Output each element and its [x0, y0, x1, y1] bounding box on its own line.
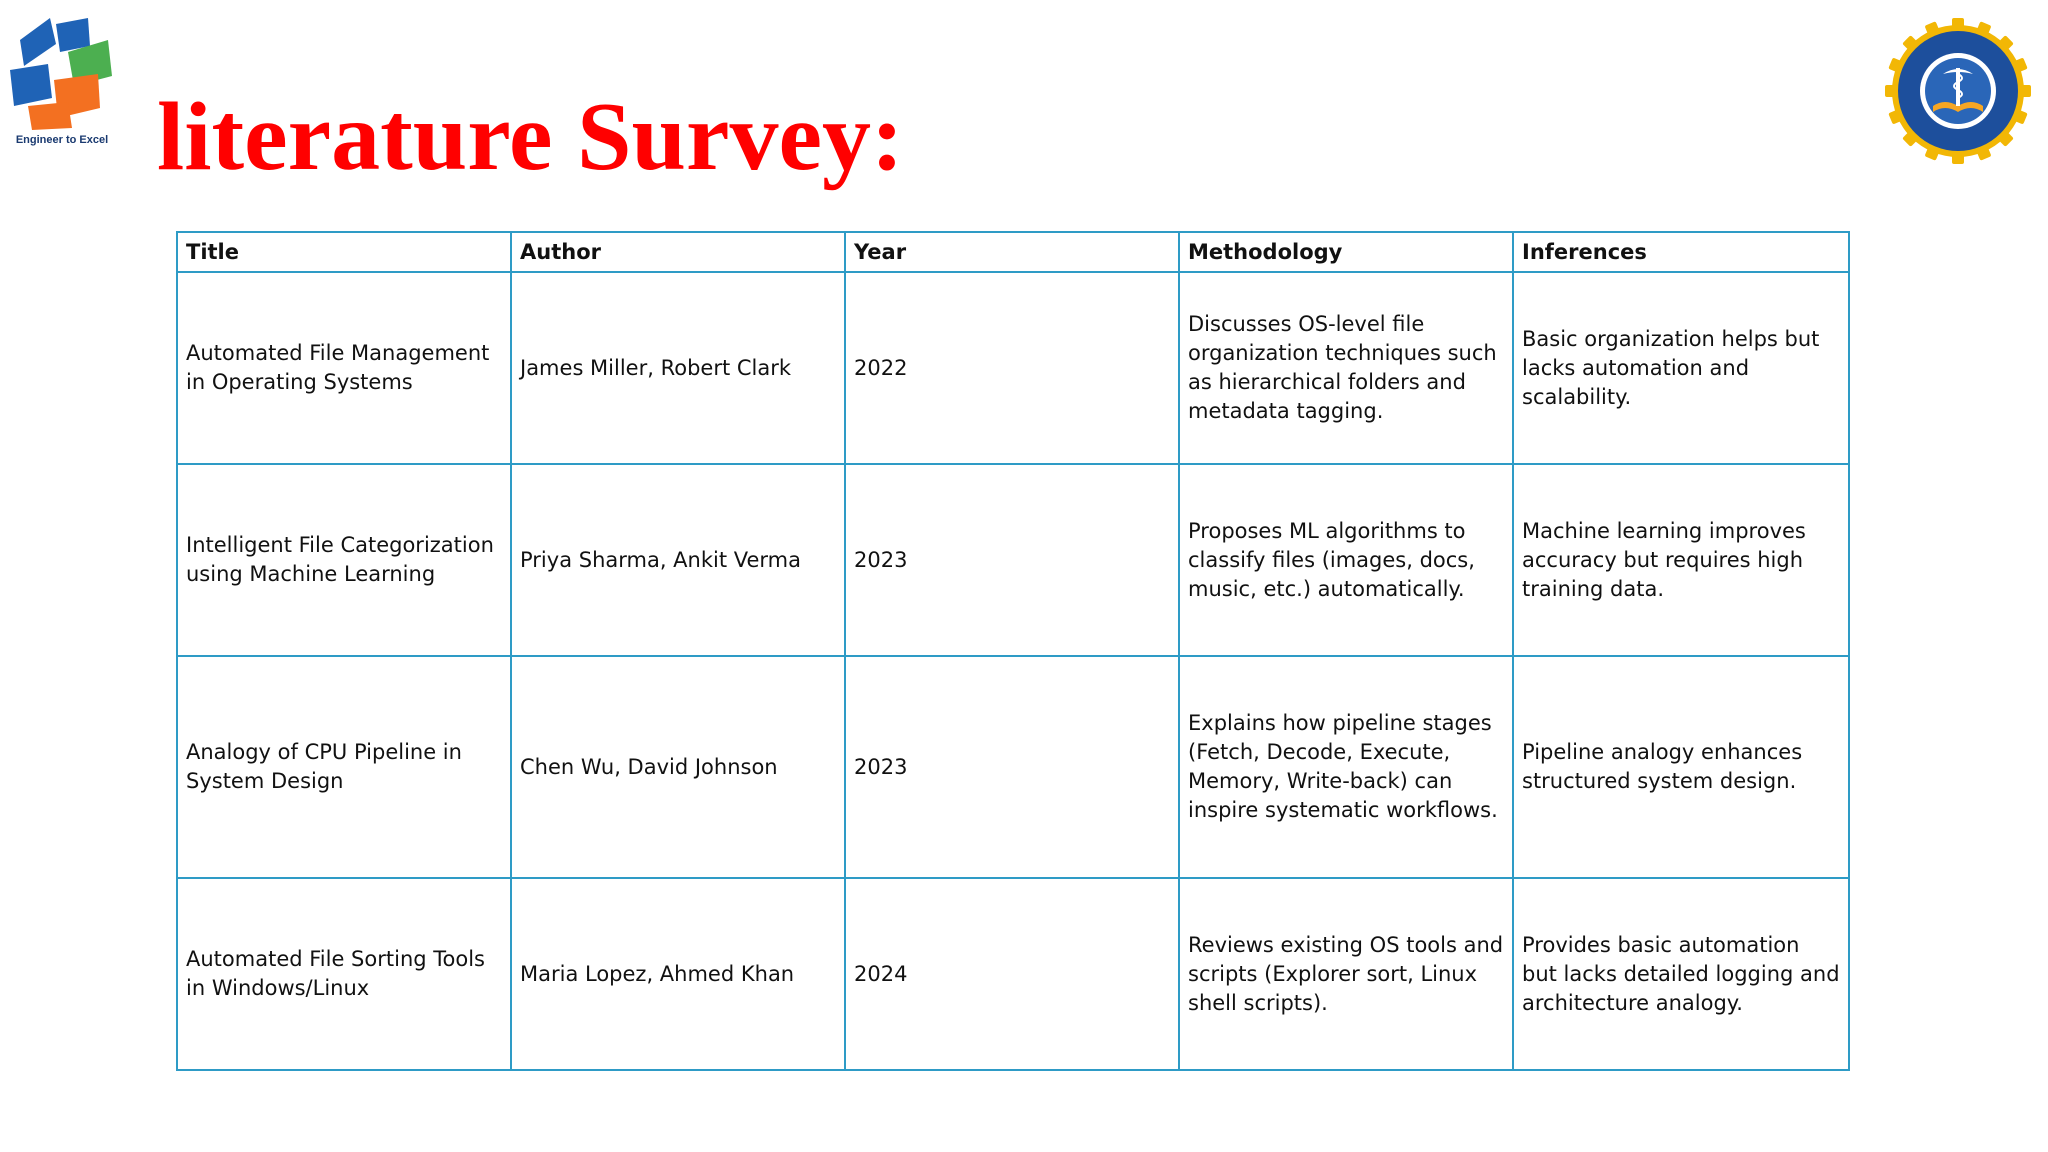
table-row [177, 656, 1849, 878]
cell-author: Priya Sharma, Ankit Verma [511, 464, 845, 656]
header-year: Year [845, 232, 1179, 272]
cell-year: 2022 [845, 272, 1179, 464]
cell-inferences: Machine learning improves accuracy but requires high training data. [1513, 464, 1849, 656]
cell-title: Analogy of CPU Pipeline in System Design [177, 656, 511, 878]
sse-logo-mark [8, 14, 116, 132]
cell-author: James Miller, Robert Clark [511, 272, 845, 464]
sse-logo [8, 14, 116, 154]
institute-seal-mark [1883, 16, 2033, 166]
header-inferences: Inferences [1513, 232, 1849, 272]
cell-methodology: Explains how pipeline stages (Fetch, Decode, Execute, Memory, Write-back) can inspire systematic workflows. [1179, 656, 1513, 878]
table-header-row [177, 232, 1849, 272]
table-row [177, 272, 1849, 464]
cell-methodology: Reviews existing OS tools and scripts (Explorer sort, Linux shell scripts). [1179, 878, 1513, 1070]
cell-inferences: Basic organization helps but lacks automation and scalability. [1513, 272, 1849, 464]
header-methodology: Methodology [1179, 232, 1513, 272]
table-row [177, 878, 1849, 1070]
slide-title: literature Survey: [157, 83, 904, 191]
header-title: Title [177, 232, 511, 272]
cell-author: Chen Wu, David Johnson [511, 656, 845, 878]
header-author: Author [511, 232, 845, 272]
cell-author: Maria Lopez, Ahmed Khan [511, 878, 845, 1070]
cell-inferences: Pipeline analogy enhances structured system design. [1513, 656, 1849, 878]
cell-title: Intelligent File Categorization using Machine Learning [177, 464, 511, 656]
cell-year: 2023 [845, 464, 1179, 656]
cell-year: 2024 [845, 878, 1179, 1070]
institute-seal [1883, 16, 2033, 166]
cell-methodology: Discusses OS-level file organization techniques such as hierarchical folders and metadata tagging. [1179, 272, 1513, 464]
literature-survey-table [176, 231, 1850, 1071]
cell-title: Automated File Management in Operating Systems [177, 272, 511, 464]
cell-inferences: Provides basic automation but lacks detailed logging and architecture analogy. [1513, 878, 1849, 1070]
cell-year: 2023 [845, 656, 1179, 878]
table-row [177, 464, 1849, 656]
logo-tagline: Engineer to Excel [15, 134, 109, 146]
cell-title: Automated File Sorting Tools in Windows/Linux [177, 878, 511, 1070]
cell-methodology: Proposes ML algorithms to classify files (images, docs, music, etc.) automatically. [1179, 464, 1513, 656]
